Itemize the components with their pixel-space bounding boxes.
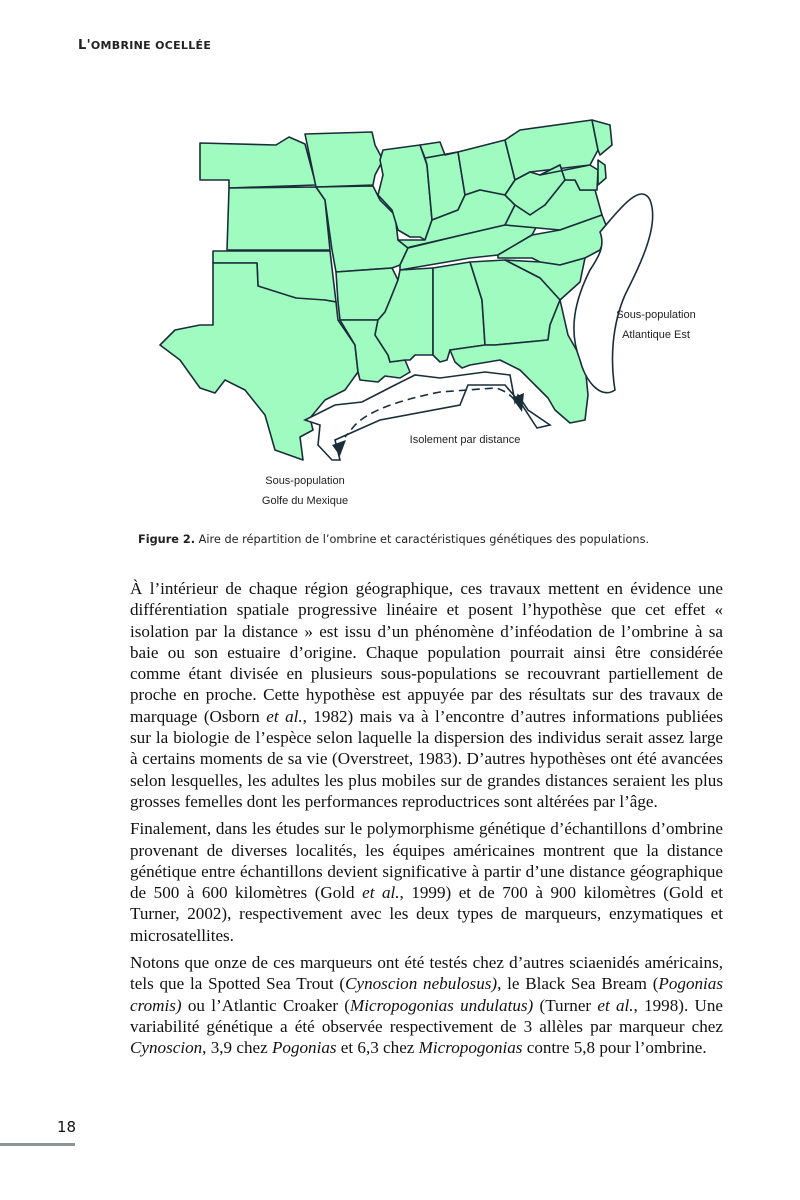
- figure-caption: [138, 533, 738, 546]
- caption-text: Aire de répartition de l’ombrine et caractéristiques génétiques des populations.: [195, 533, 650, 546]
- paragraph: Finalement, dans les études sur le polymorphisme génétique d’échantillons d’ombrine provenant de diverses localités, les équipes américaines montrent que la distance génétique entre échantillons devient significative à partir d’une distance géographique de 500 à 600 kilomètres (Gold et al., 1999) et de 700 à 900 kilomètres (Gold et Turner, 2002), respectivement avec les deux types de marqueurs, enzymatiques et microsatellites.: [130, 819, 723, 945]
- label-gulf-subpopulation: [250, 471, 360, 511]
- running-head: L'OMBRINE OCELLÉE: [78, 38, 212, 53]
- page-number-rule: [0, 1143, 75, 1146]
- label-isolation: Isolement par distance: [409, 434, 521, 446]
- page-number: 18: [57, 1118, 77, 1136]
- paragraph: Notons que onze de ces marqueurs ont été testés chez d’autres sciaenidés américains, tels que la Spotted Sea Trout (Cynoscion nebulosus), le Black Sea Bream (Pogonias cromis) ou l’Atlantic Croaker (Micropogonias undulatus) (Turner et al., 1998). Une variabilité génétique a été observée respectivement de 3 allèles par marqueur chez Cynoscion, 3,9 chez Pogonias et 6,3 chez Micropogonias contre 5,8 pour l’ombrine.: [130, 953, 723, 1058]
- paragraph: À l’intérieur de chaque région géographique, ces travaux mettent en évidence une différentiation spatiale progressive linéaire et posent l’hypothèse que cet effet « isolation par la distance » est issu d’un phénomène d’inféodation de l’ombrine à sa baie ou son estuaire d’origine. Chaque population pourrait ainsi être considérée comme étant divisée en plusieurs sous-populations se recouvrant partiellement de proche en proche. Cette hypothèse est appuyée par des résultats sur des travaux de marquage (Osborn et al., 1982) mais va à l’encontre d’autres informations publiées sur la biologie de l’espèce selon laquelle la dispersion des individus serait assez large à certains moments de sa vie (Overstreet, 1983). D’autres hypothèses ont été avancées selon lesquelles, les adultes les plus mobiles sur de grandes distances seraient les plus grosses femelles dont les performances reproductrices sont altérées par l’âge.: [130, 579, 723, 811]
- state-iowa: [305, 132, 383, 187]
- label-atlantic-line2: Atlantique Est: [622, 329, 690, 341]
- label-atlantic-subpopulation: [606, 305, 706, 345]
- label-gulf-line2: Golfe du Mexique: [261, 495, 349, 507]
- label-atlantic-line1: Sous-population: [616, 309, 696, 321]
- caption-label: Figure 2.: [138, 533, 196, 546]
- label-gulf-line1: Sous-population: [265, 475, 345, 487]
- state-kansas: [227, 187, 330, 250]
- body-text: [130, 578, 723, 1065]
- state-nebraska: [200, 137, 316, 188]
- state-delaware: [598, 160, 606, 185]
